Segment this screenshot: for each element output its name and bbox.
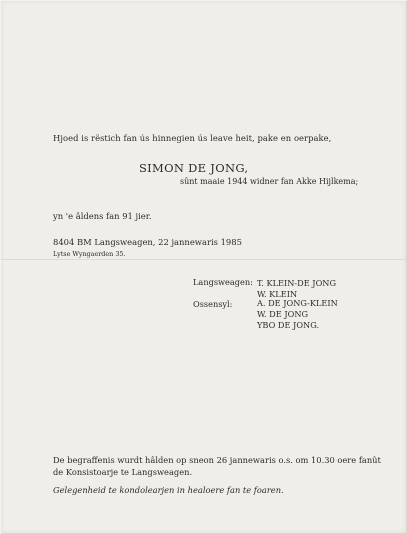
age-line: yn 'e âldens fan 91 jier. bbox=[53, 211, 152, 221]
family-group-names bbox=[257, 278, 336, 300]
family-member: W. KLEIN bbox=[257, 289, 298, 299]
funeral-line: de Konsistoarje te Langsweagen. bbox=[53, 467, 193, 477]
family-group-label: Langsweagen: bbox=[193, 277, 253, 287]
family-group-names bbox=[257, 298, 338, 331]
intro-text: Hjoed is rëstich fan ús hinnegien ús leave heit, pake en oerpake, bbox=[53, 133, 332, 143]
family-group-label: Ossensyl: bbox=[193, 299, 233, 309]
funeral-info bbox=[53, 454, 381, 478]
condolence-note: Gelegenheid te kondolearjen in healoere fan te foaren. bbox=[53, 485, 284, 495]
widower-note: sûnt maaie 1944 widner fan Akke Hijlkema; bbox=[180, 177, 359, 186]
place-date: 8404 BM Langsweagen, 22 jannewaris 1985 bbox=[53, 237, 242, 247]
address: Lytse Wyngaerden 35. bbox=[53, 250, 126, 258]
family-member: T. KLEIN-DE JONG bbox=[257, 278, 336, 288]
family-member: YBO DE JONG. bbox=[257, 320, 320, 330]
deceased-name: SIMON DE JONG, bbox=[139, 161, 249, 175]
family-member: A. DE JONG-KLEIN bbox=[257, 298, 338, 308]
paper-fold-line bbox=[1, 259, 406, 260]
death-notice-card bbox=[1, 1, 407, 534]
funeral-line: De begraffenis wurdt hâlden op sneon 26 jannewaris o.s. om 10.30 oere fanût bbox=[53, 455, 381, 465]
family-member: W. DE JONG bbox=[257, 309, 309, 319]
